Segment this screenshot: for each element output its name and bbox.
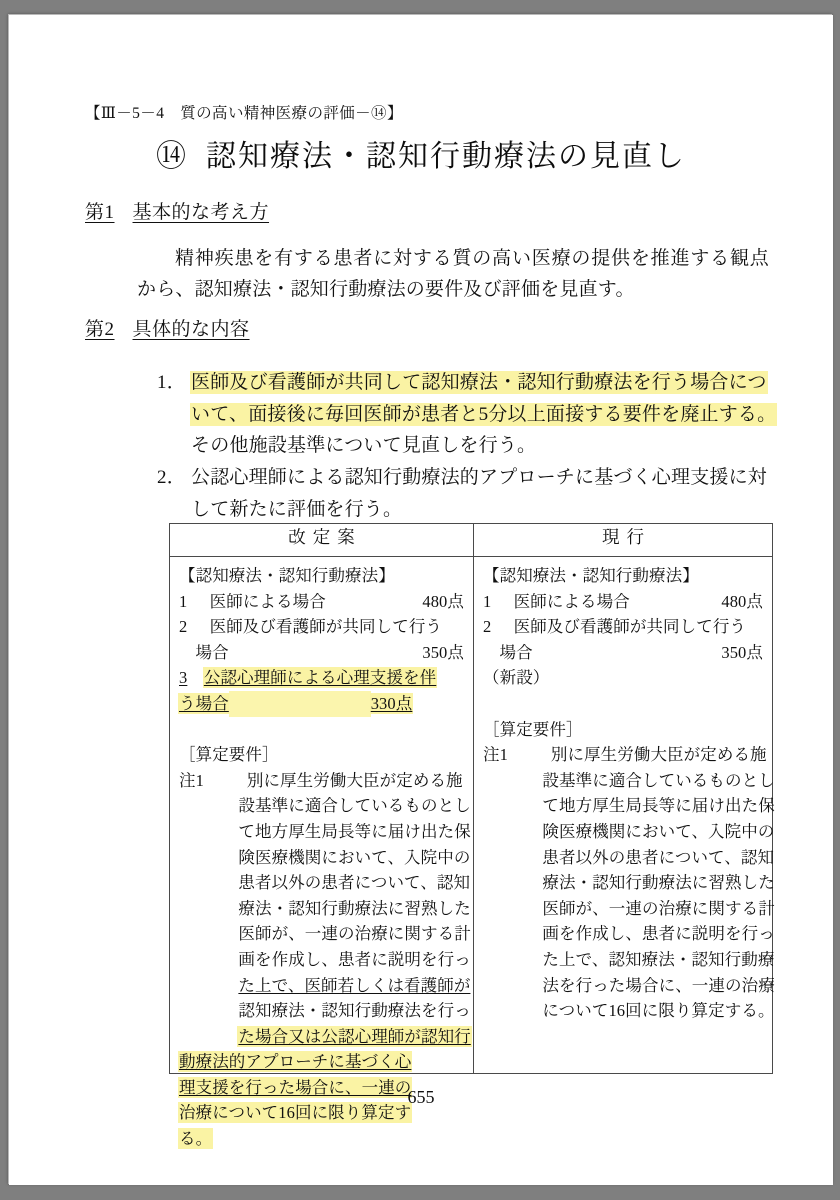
table-header-row <box>170 524 773 557</box>
revised-note-marker: 注1 <box>179 770 204 790</box>
document-page <box>9 15 833 1185</box>
cell-current <box>474 557 773 1074</box>
revised-note-line-12: 動療法的アプローチに基づく心 <box>179 1052 412 1072</box>
section-label-1: 第1 <box>85 202 115 223</box>
table-body-row <box>170 557 773 1074</box>
section-heading-2 <box>85 314 250 341</box>
header-revised: 改定案 <box>170 524 474 557</box>
revised-note-line-9: た上で、医師若しくは看護師が <box>238 975 471 995</box>
item-1-marker: 1． <box>157 372 186 393</box>
revised-note-line-7: 医師が、一連の治療に関する計 <box>238 924 471 944</box>
current-note-line-9: た上で、認知療法・認知行動療 <box>542 949 775 969</box>
current-row-1 <box>483 589 763 615</box>
current-requirements-title: ［算定要件］ <box>483 719 583 739</box>
revised-row-2-cont-text: 場合 <box>195 642 229 662</box>
content-item-1 <box>157 367 777 462</box>
basic-policy-paragraph: 精神疾患を有する患者に対する質の高い医療の提供を推進する観点から、認知療法・認知行動療法の要件及び評価を見直す。 <box>137 248 769 300</box>
revised-row-3-num: 3 <box>179 668 188 688</box>
section-title-2: 具体的な内容 <box>132 319 250 340</box>
section-heading-1 <box>85 197 269 224</box>
page-shadow <box>8 14 832 1184</box>
current-note-line-4: 険医療機関において、入院中の <box>542 821 775 841</box>
current-row-1-points: 480点 <box>721 591 763 611</box>
revised-row-1-points: 480点 <box>422 591 464 611</box>
title-number: ⑭ <box>156 140 188 173</box>
item-1-line-1: 医師及び看護師が共同して認知療法・認知行動療法を行う場合につ <box>191 372 767 393</box>
current-note-line-10: 法を行った場合に、一連の治療 <box>542 975 775 995</box>
item-2-line-2: して新たに評価を行う。 <box>191 498 403 520</box>
section-label-2: 第2 <box>85 319 115 340</box>
current-row-2 <box>483 614 763 640</box>
item-2-marker: 2． <box>157 467 186 488</box>
revised-row-3-cont <box>179 691 464 717</box>
current-bracket-title: 【認知療法・認知行動療法】 <box>483 566 699 585</box>
current-note-line-8: 画を作成し、患者に説明を行っ <box>542 924 775 944</box>
revised-note-line-2: 設基準に適合しているものとし <box>238 796 471 816</box>
current-note-line-11: について16回に限り算定する。 <box>542 1001 775 1021</box>
current-new-marker: （新設） <box>483 668 550 688</box>
revised-bracket-title: 【認知療法・認知行動療法】 <box>179 566 395 585</box>
current-row-1-num: 1 <box>483 591 492 611</box>
current-note-line-5: 患者以外の患者について、認知 <box>542 847 775 867</box>
current-row-1-text: 医師による場合 <box>513 591 630 611</box>
revised-row-2 <box>179 614 464 640</box>
current-note-line-7: 医師が、一連の治療に関する計 <box>542 898 775 918</box>
current-note-line-3: て地方厚生局長等に届け出た保 <box>542 796 775 816</box>
revised-note-line-15: る。 <box>179 1129 213 1149</box>
revised-note-line-14: 治療について16回に限り算定す <box>179 1103 412 1123</box>
revised-row-2-num: 2 <box>179 617 188 637</box>
revised-row-2-text: 医師及び看護師が共同して行う <box>209 617 443 637</box>
revised-note-line-11: た場合又は公認心理師が認知行 <box>238 1026 471 1046</box>
item-2-line-1: 公認心理師による認知行動療法的アプローチに基づく心理支援に対 <box>191 467 768 488</box>
revised-note-line-8: 画を作成し、患者に説明を行っ <box>238 949 471 969</box>
current-row-2-text: 医師及び看護師が共同して行う <box>513 617 747 637</box>
current-row-2-points: 350点 <box>721 642 763 662</box>
revised-row-3 <box>179 665 464 691</box>
item-1-line-2: いて、面接後に毎回医師が患者と5分以上面接する要件を廃止する。 <box>191 403 777 425</box>
revised-row-1-text: 医師による場合 <box>209 591 326 611</box>
current-note-marker: 注1 <box>483 745 508 765</box>
current-note-first-line <box>483 742 767 768</box>
content-item-2 <box>157 462 777 525</box>
revised-note-line-6: 療法・認知行動療法に習熟した <box>238 898 471 918</box>
revised-note-line-5: 患者以外の患者について、認知 <box>238 873 471 893</box>
revised-note-line-1: 別に厚生労働大臣が定める施 <box>246 770 463 790</box>
revised-requirements-title: ［算定要件］ <box>179 745 279 765</box>
current-row-2-cont-text: 場合 <box>499 642 533 662</box>
revised-note-line-13: 理支援を行った場合に、一連の <box>179 1077 412 1097</box>
page-number: 655 <box>407 1087 435 1107</box>
revised-note-line-4: 険医療機関において、入院中の <box>238 847 471 867</box>
current-note-line-6: 療法・認知行動療法に習熟した <box>542 873 775 893</box>
item-1-line-3: その他施設基準について見直しを行う。 <box>191 435 537 456</box>
revised-row-2-points: 350点 <box>422 642 464 662</box>
section-title-1: 基本的な考え方 <box>132 202 270 223</box>
revised-row-1-num: 1 <box>179 591 188 611</box>
current-row-2-num: 2 <box>483 617 492 637</box>
revised-row-2-cont <box>179 640 464 666</box>
revised-row-3-text: 公認心理師による心理支援を伴 <box>203 668 437 688</box>
revised-note-line-3: て地方厚生局長等に届け出た保 <box>238 821 471 841</box>
revised-note-first-line <box>179 768 464 794</box>
revised-row-1 <box>179 589 464 615</box>
revised-row-3-points: 330点 <box>370 693 413 713</box>
current-row-2-cont <box>483 640 763 666</box>
current-note-line-2: 設基準に適合しているものとし <box>542 770 775 790</box>
title-text: 認知療法・認知行動療法の見直し <box>206 140 686 173</box>
header-current: 現行 <box>474 524 773 557</box>
current-note-line-1: 別に厚生労働大臣が定める施 <box>550 745 767 765</box>
revised-note-line-10: 認知療法・認知行動療法を行っ <box>238 1001 471 1021</box>
page-title <box>9 131 833 175</box>
document-kicker: 【Ⅲ－5－4 質の高い精神医療の評価－⑭】 <box>85 105 403 122</box>
revised-row-3-cont-text: う場合 <box>179 693 229 713</box>
